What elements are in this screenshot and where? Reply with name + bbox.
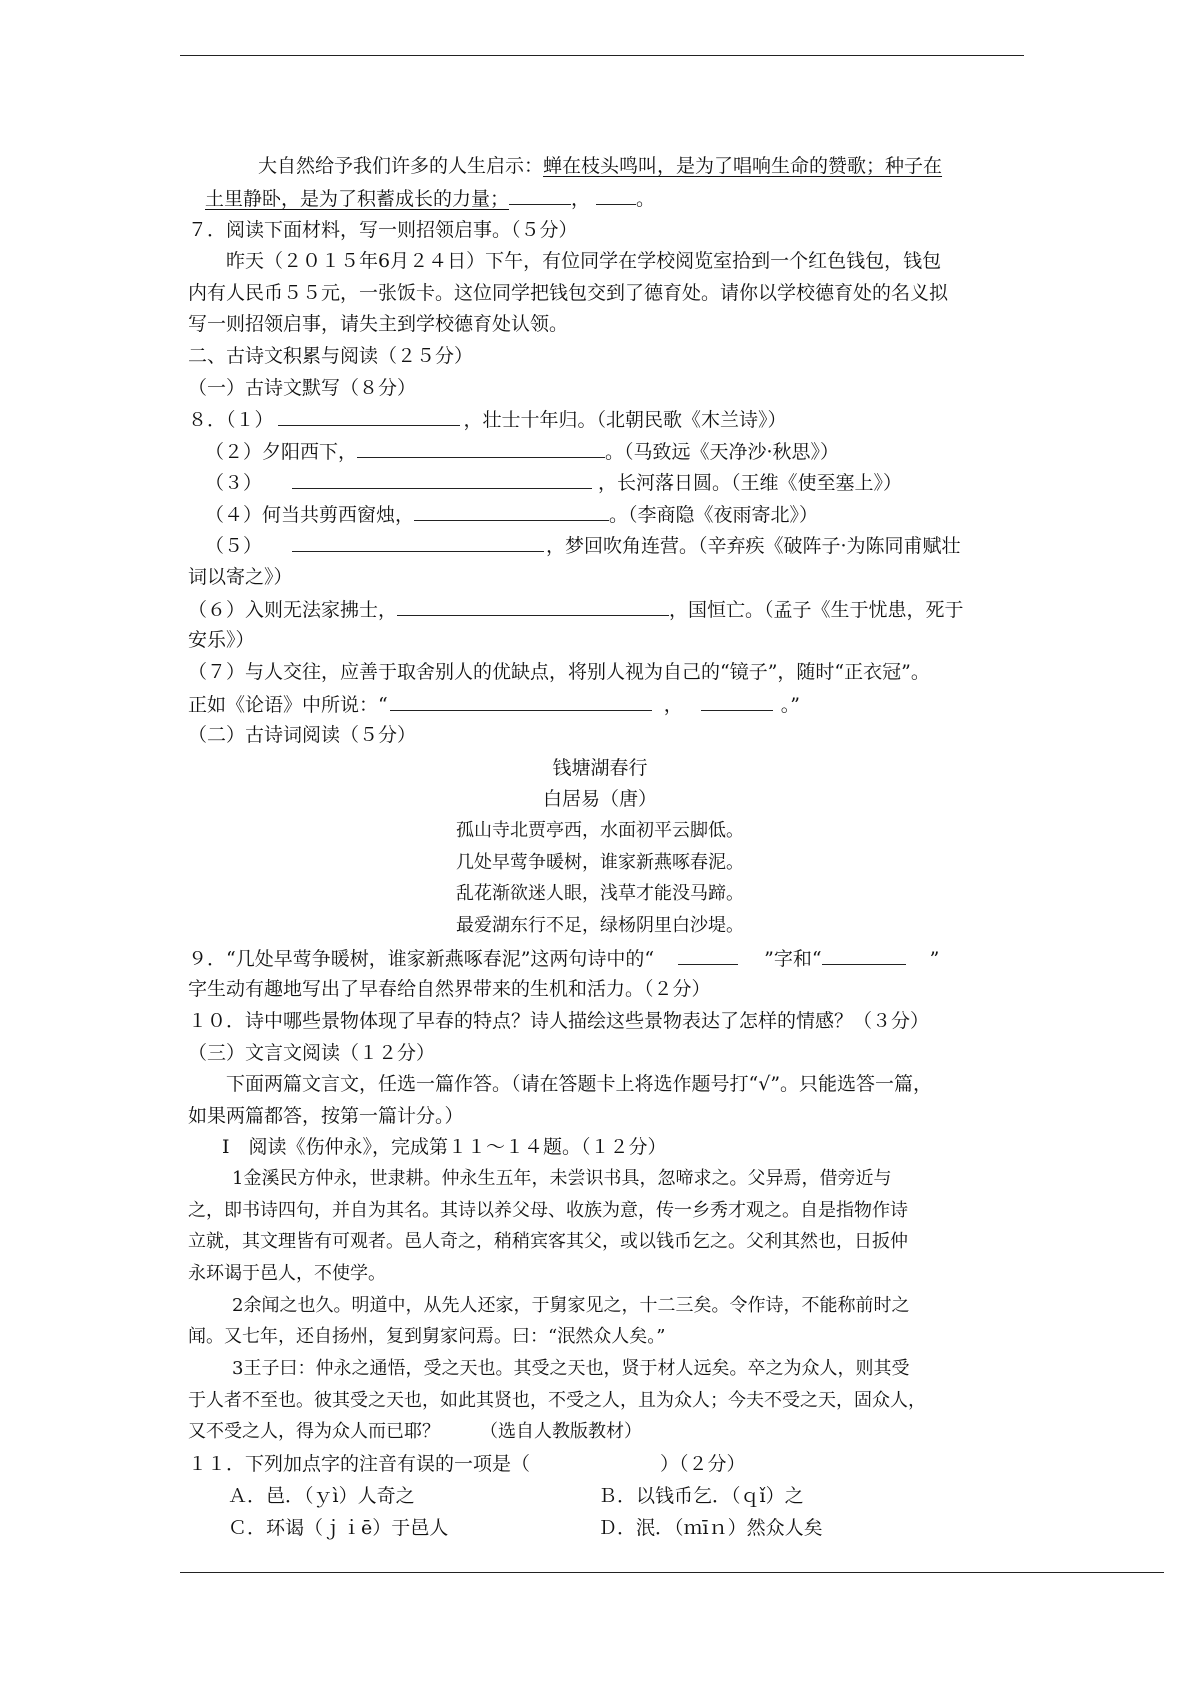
q8-item-1 [188, 407, 787, 432]
answer-blank[interactable] [509, 186, 571, 205]
item-label: （２）夕阳西下， [205, 441, 358, 463]
classical-text-line: 2余闻之也久。明道中，从先人还家，于舅家见之，十二三矣。令作诗，不能称前时之 [232, 1295, 910, 1316]
q8-item-5 [205, 533, 961, 558]
poem-line: 乱花渐欲迷人眼，浅草才能没马蹄。 [456, 883, 744, 904]
option-b[interactable]: Ｂ．以钱币乞．（ｑǐ）之 [598, 1485, 804, 1507]
answer-blank[interactable] [414, 502, 609, 521]
item-text: 。（李商隐《夜雨寄北》） [609, 504, 819, 526]
q8-item-6-cont: 安乐》） [188, 629, 255, 651]
item-text: 。（马致远《天净沙·秋思》） [605, 441, 840, 463]
q8-item-2 [205, 439, 839, 464]
classical-text-line [188, 1420, 642, 1444]
classical-text-line: 闻。又七年，还自扬州，复到舅家问焉。曰：“泯然众人矣。” [188, 1326, 666, 1347]
punct: 。 [636, 188, 656, 210]
item-text: ，国恒亡。（孟子《生于忧患，死于 [669, 599, 964, 621]
intro-underlined-text: 蝉在枝头鸣叫，是为了唱响生命的赞歌；种子在 [543, 155, 943, 177]
item-label: ８．（１） [188, 409, 274, 431]
q9-line-1 [188, 946, 939, 971]
question-text: ９．“几处早莺争暖树，谁家新燕啄春泥”这两句诗中的“ [188, 948, 655, 970]
answer-blank[interactable] [292, 470, 592, 489]
q7-para-line: 写一则招领启事，请失主到学校德育处认领。 [188, 313, 569, 335]
punct: 。” [780, 694, 800, 716]
item-label: （６）入则无法家拂士， [188, 599, 398, 621]
item-label: （３） [205, 472, 263, 494]
classical-text-line: 于人者不至也。彼其受之天也，如此其贤也，不受之人，且为众人；今夫不受之天，固众人， [188, 1390, 926, 1411]
answer-blank[interactable] [678, 946, 738, 965]
intro-underlined-text: 土里静卧，是为了积蓄成长的力量； [205, 188, 510, 210]
part-title: （二）古诗词阅读（５分） [188, 724, 417, 746]
poem-line: 最爱湖东行不足，绿杨阴里白沙堤。 [456, 915, 744, 936]
classical-text-line: 之，即书诗四句，并自为其名。其诗以养父母、收族为意，传一乡秀才观之。自是指物作诗 [188, 1200, 908, 1221]
item-text: ，长河落日圆。（王维《使至塞上》） [598, 472, 903, 494]
classical-text: 又不受之人，得为众人而已耶？ [188, 1421, 440, 1442]
punct: ” [929, 948, 940, 970]
q8-item-3 [205, 470, 902, 495]
q11-stem [188, 1452, 746, 1476]
item-text: 正如《论语》中所说：“ [188, 694, 388, 716]
answer-blank[interactable] [390, 692, 652, 711]
q8-item-7-line-2 [188, 692, 800, 717]
answer-blank[interactable] [701, 692, 773, 711]
reading-title: Ⅰ 阅读《伤仲永》，完成第１１～１４题。（１２分） [222, 1136, 667, 1158]
poem-author: 白居易（唐） [542, 788, 657, 810]
instruction-line: 如果两篇都答，按第一篇计分。） [188, 1105, 464, 1127]
question-text: ）（２分） [660, 1453, 746, 1475]
q7-title: ７．阅读下面材料，写一则招领启事。（５分） [188, 219, 578, 241]
poem-title: 钱塘湖春行 [552, 757, 648, 779]
classical-text-line: 3王子曰：仲永之通悟，受之天也。其受之天也，贤于材人远矣。卒之为众人，则其受 [232, 1358, 910, 1379]
intro-line-1 [258, 154, 942, 178]
answer-blank[interactable] [596, 186, 636, 205]
q8-item-5-cont: 词以寄之》） [188, 566, 293, 588]
part-title: （三）文言文阅读（１２分） [188, 1042, 436, 1064]
header-rule [180, 55, 1024, 56]
question-text: １１．下列加点字的注音有误的一项是（ [188, 1453, 531, 1475]
classical-text-line: 1金溪民方仲永，世隶耕。仲永生五年，未尝识书具，忽啼求之。父异焉，借旁近与 [232, 1168, 892, 1189]
instruction-line: 下面两篇文言文，任选一篇作答。（请在答题卡上将选作题号打“√”。只能选答一篇， [226, 1073, 933, 1095]
option-c[interactable]: Ｃ．环谒（ｊｉē）于邑人 [228, 1517, 449, 1539]
q10: １０．诗中哪些景物体现了早春的特点？诗人描绘这些景物表达了怎样的情感？（３分） [188, 1010, 930, 1032]
classical-text-line: 永环谒于邑人，不使学。 [188, 1263, 386, 1284]
item-text: ，梦回吹角连营。（辛弃疾《破阵子·为陈同甫赋壮 [546, 535, 961, 557]
poem-line: 几处早莺争暖树，谁家新燕啄春泥。 [456, 852, 744, 873]
q8-item-7-line-1: （７）与人交往，应善于取舍别人的优缺点，将别人视为自己的“镜子”，随时“正衣冠”。 [188, 661, 930, 683]
footer-rule [180, 1572, 1164, 1573]
answer-blank[interactable] [278, 407, 460, 426]
item-text: ，壮士十年归。（北朝民歌《木兰诗》） [463, 409, 787, 431]
item-label: （４）何当共剪西窗烛， [205, 504, 415, 526]
option-a[interactable]: Ａ．邑．（ｙì）人奇之 [228, 1485, 415, 1507]
q7-para-line: 昨天（２０１５年6月２４日）下午，有位同学在学校阅览室拾到一个红色钱包，钱包 [226, 250, 942, 272]
q8-item-4 [205, 502, 818, 527]
classical-text-line: 立就，其文理皆有可观者。邑人奇之，稍稍宾客其父，或以钱币乞之。父利其然也，日扳仲 [188, 1231, 908, 1252]
question-text: ”字和“ [764, 948, 822, 970]
poem-line: 孤山寺北贾亭西，水面初平云脚低。 [456, 820, 744, 841]
q8-item-6 [188, 597, 964, 622]
q9-line-2: 字生动有趣地写出了早春给自然界带来的生机和活力。（２分） [188, 978, 711, 1000]
intro-line-2 [205, 186, 655, 211]
answer-blank[interactable] [397, 597, 669, 616]
section-title: 二、古诗文积累与阅读（２５分） [188, 345, 474, 367]
source-note: （选自人教版教材） [480, 1421, 642, 1442]
option-d[interactable]: Ｄ．泯．（ｍīｎ）然众人矣 [598, 1517, 823, 1539]
punct: ， [571, 188, 591, 210]
part-title: （一）古诗文默写（８分） [188, 377, 417, 399]
punct: ， [663, 694, 683, 716]
answer-blank[interactable] [292, 533, 544, 552]
intro-text: 大自然给予我们许多的人生启示： [258, 155, 544, 177]
answer-blank[interactable] [822, 946, 906, 965]
item-label: （５） [205, 535, 263, 557]
q7-para-line: 内有人民币５５元，一张饭卡。这位同学把钱包交到了德育处。请你以学校德育处的名义拟 [188, 282, 949, 304]
answer-blank[interactable] [357, 439, 605, 458]
